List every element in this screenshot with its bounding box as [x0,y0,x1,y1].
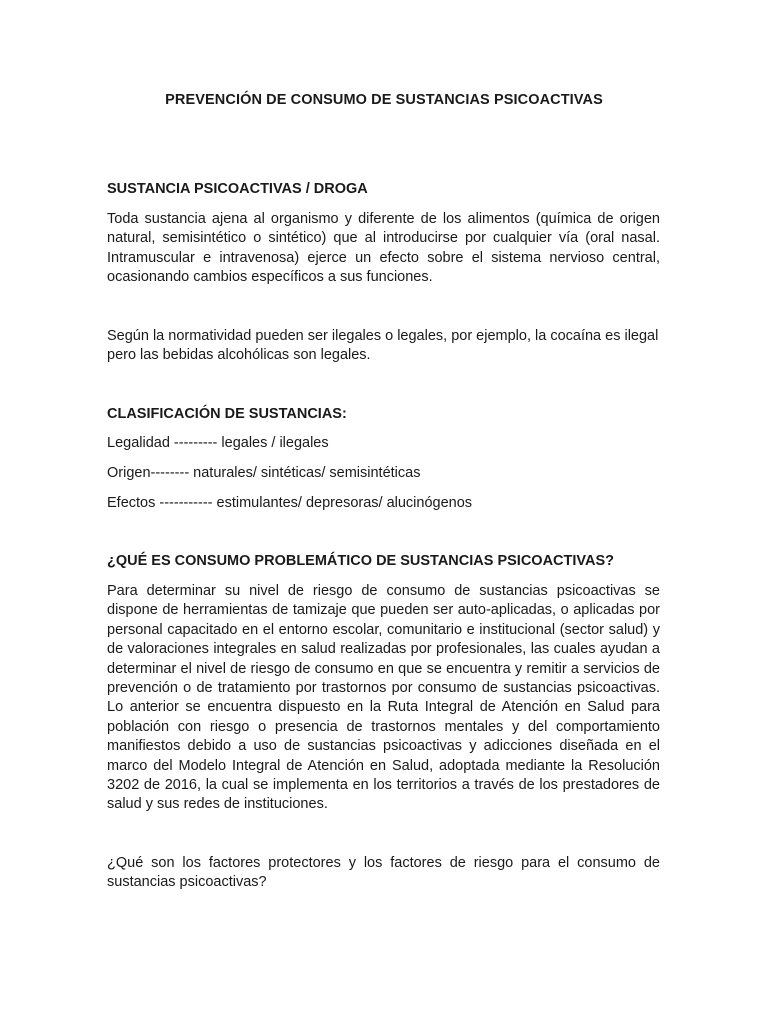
section-heading-consumo-problematico: ¿QUÉ ES CONSUMO PROBLEMÁTICO DE SUSTANCIAS PSICOACTIVAS? [107,553,614,569]
paragraph-consumo-problematico: Para determinar su nivel de riesgo de consumo de sustancias psicoactivas se dispone de herramientas de tamizaje que pueden ser auto-aplicadas, o aplicadas por personal capacitado en el entorno escolar, comunitario e institucional (sector salud) y de valoraciones integrales en salud realizadas por profesionales, las cuales ayudan a determinar el nivel de riesgo de consumo en que se encuentra y remitir a servicios de prevención o de tratamiento por trastornos por consumo de sustancias psicoactivas. Lo anterior se encuentra dispuesto en la Ruta Integral de Atención en Salud para población con riesgo o presencia de trastornos mentales y del comportamiento manifiestos debido a uso de sustancias psicoactivas y adicciones diseñada en el marco del Modelo Integral de Atención en Salud, adoptada mediante la Resolución 3202 de 2016, la cual se implementa en los territorios a través de los prestadores de salud y sus redes de instituciones. [107,583,660,813]
question-factores: ¿Qué son los factores protectores y los factores de riesgo para el consumo de sustancias psicoactivas? [107,855,660,891]
classification-item-origen: Origen-------- naturales/ sintéticas/ semisintéticas [107,465,421,481]
paragraph-definition: Toda sustancia ajena al organismo y diferente de los alimentos (química de origen natural, semisintético o sintético) que al introducirse por cualquier vía (oral nasal. Intramuscular e intravenosa) ejerce un efecto sobre el sistema nervioso central, ocasionando cambios específicos a sus funciones. [107,211,660,286]
section-heading-clasificacion: CLASIFICACIÓN DE SUSTANCIAS: [107,406,347,422]
classification-item-legalidad: Legalidad --------- legales / ilegales [107,435,329,451]
classification-item-efectos: Efectos ----------- estimulantes/ depresoras/ alucinógenos [107,495,473,511]
section-heading-sustancia: SUSTANCIA PSICOACTIVAS / DROGA [107,181,368,197]
paragraph-legality: Según la normatividad pueden ser ilegales o legales, por ejemplo, la cocaína es ilegal pero las bebidas alcohólicas son legales. [107,328,659,364]
document-title: PREVENCIÓN DE CONSUMO DE SUSTANCIAS PSICOACTIVAS [165,92,603,108]
